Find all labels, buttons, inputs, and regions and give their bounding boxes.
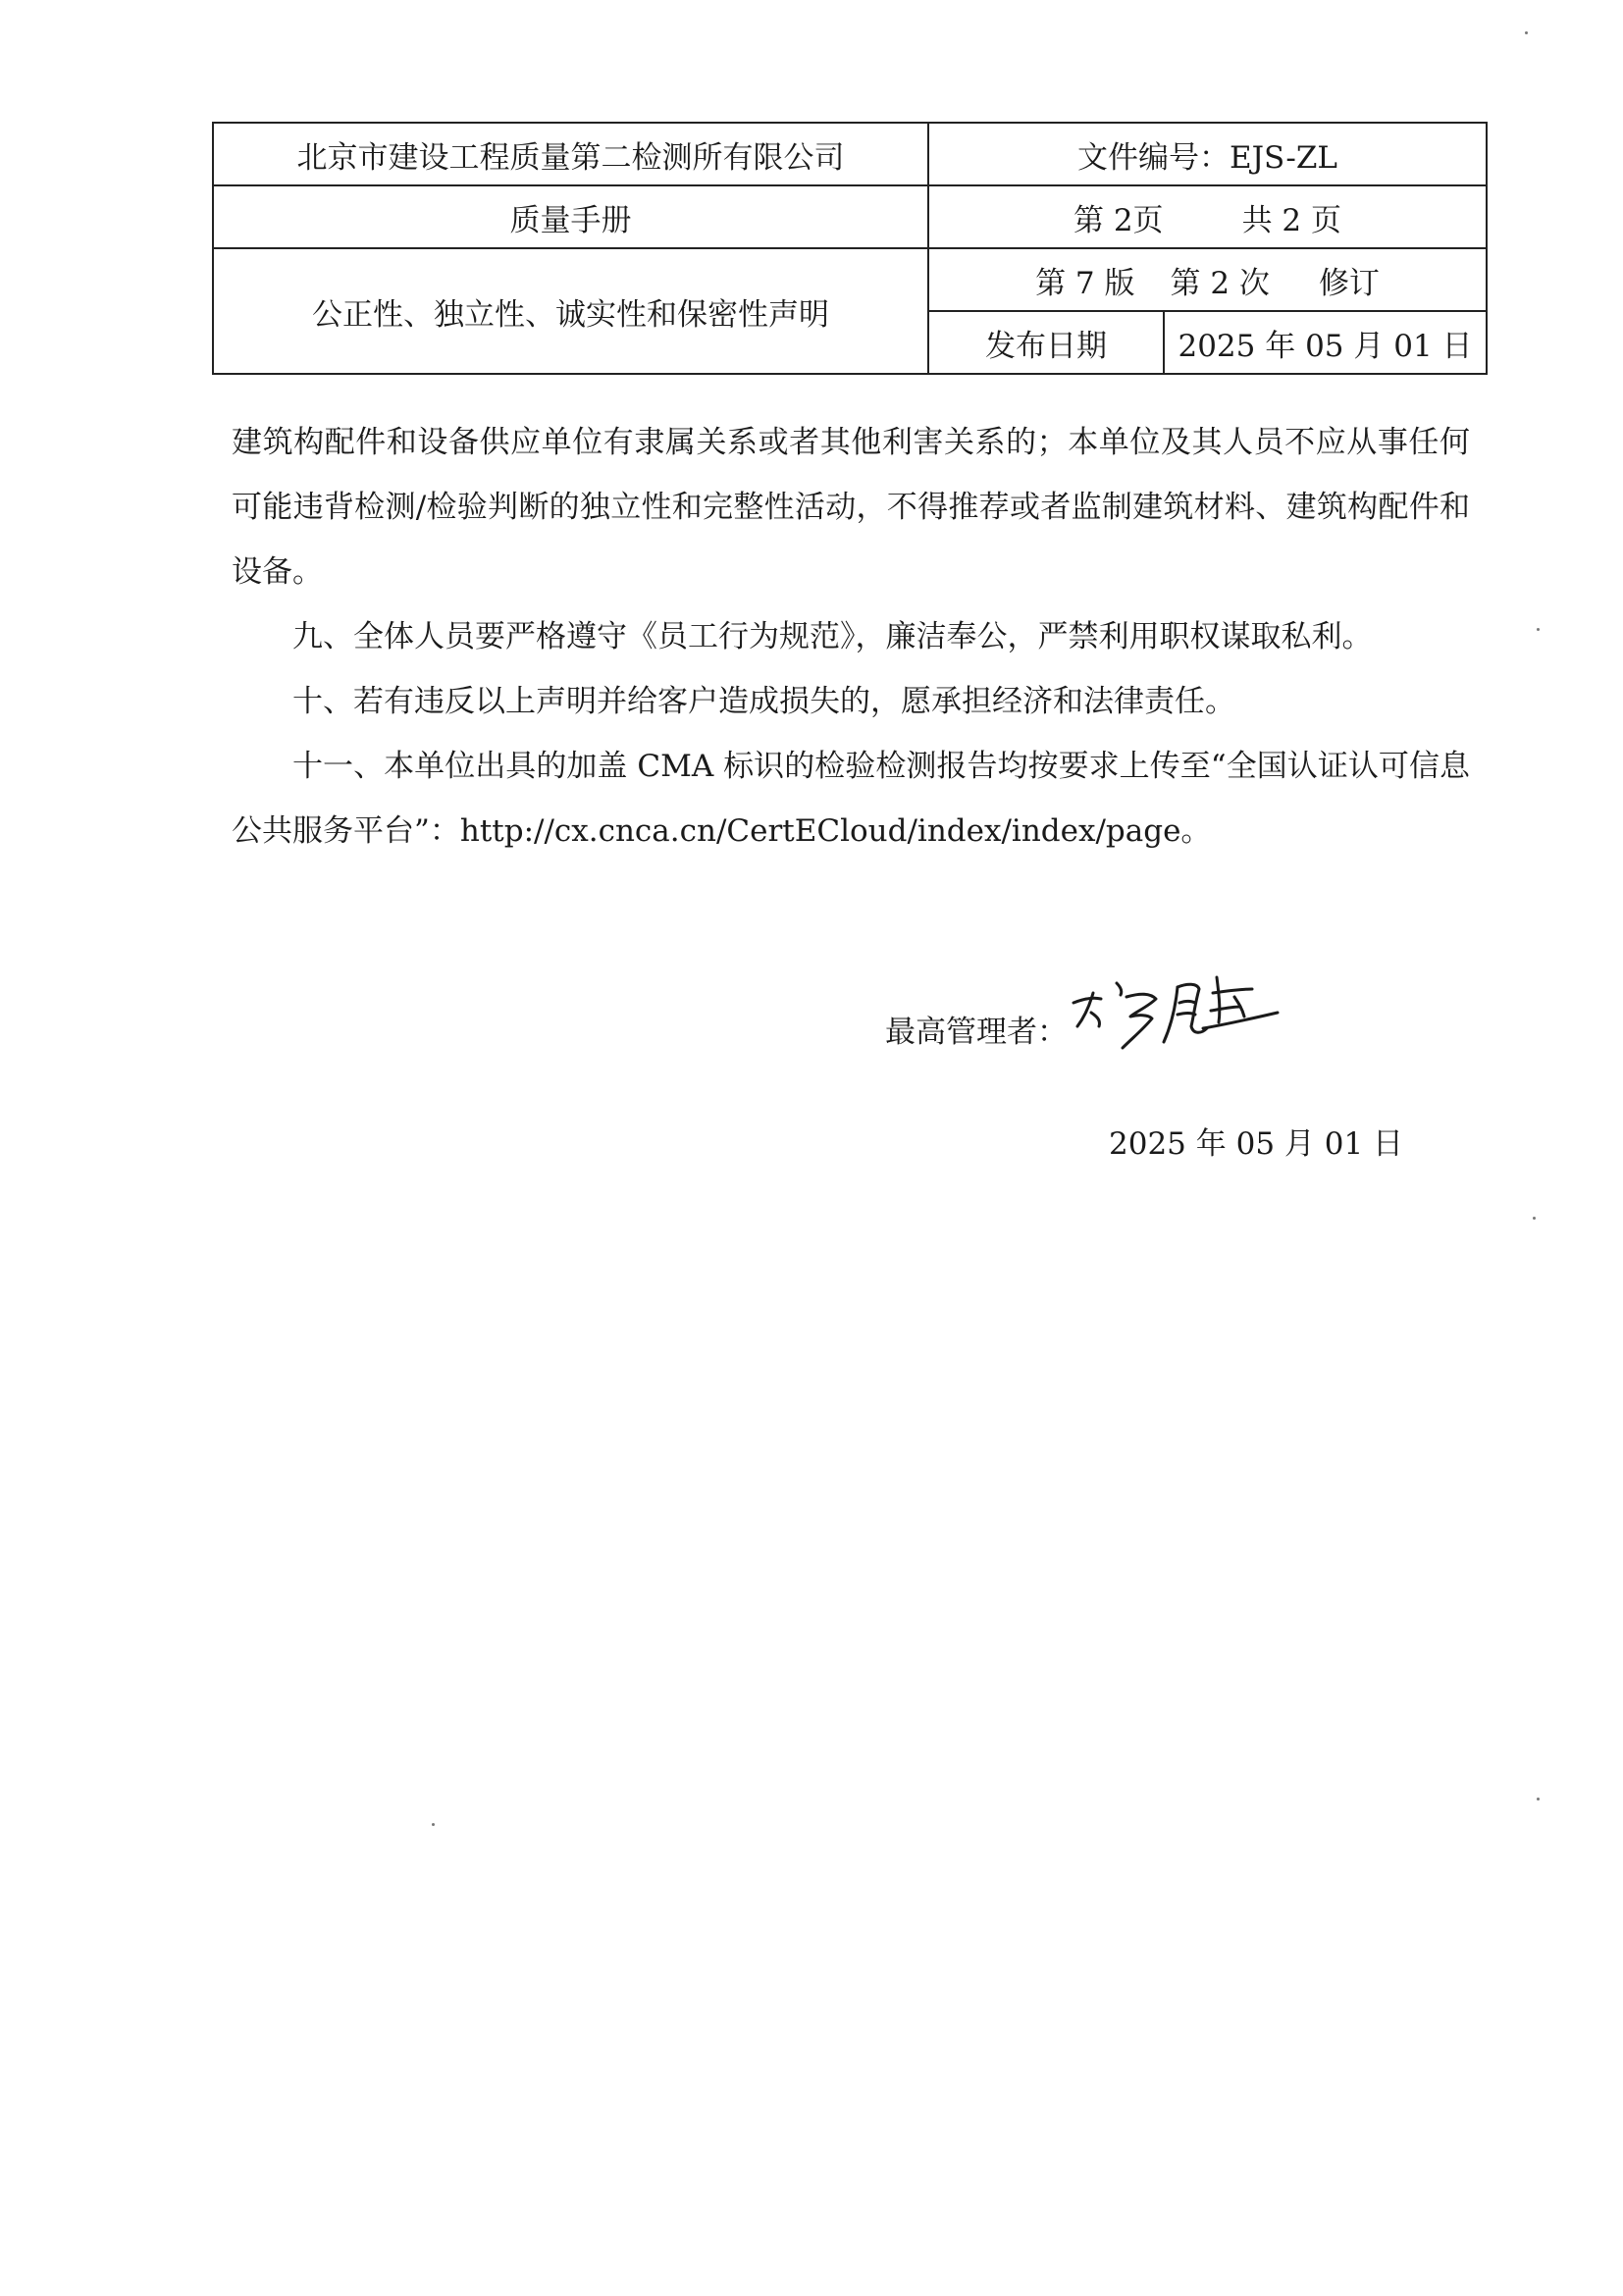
page-current: 第 2页 xyxy=(1073,202,1164,238)
scan-speck xyxy=(1525,31,1528,34)
edition-text: 第 7 版 xyxy=(1035,265,1135,301)
scan-speck xyxy=(432,1823,435,1826)
revision-text: 第 2 次 xyxy=(1170,265,1270,301)
signature-block xyxy=(885,973,1283,1052)
scan-speck xyxy=(1533,1217,1536,1220)
signature-date: 2025 年 05 月 01 日 xyxy=(1109,1126,1404,1162)
statement-body xyxy=(232,410,1470,863)
scan-speck xyxy=(1537,628,1540,631)
scan-speck xyxy=(1537,1798,1540,1800)
document-header-table xyxy=(212,122,1488,375)
paragraph-continued: 建筑构配件和设备供应单位有隶属关系或者其他利害关系的；本单位及其人员不应从事任何可能违背检测/检验判断的独立性和完整性活动，不得推荐或者监制建筑材料、建筑构配件和设备。 xyxy=(232,425,1470,590)
page-number-cell xyxy=(928,185,1487,248)
item-10: 十、若有违反以上声明并给客户造成损失的，愿承担经济和法律责任。 xyxy=(292,684,1235,719)
revision-cell xyxy=(928,248,1487,311)
signature-label: 最高管理者： xyxy=(885,1015,1068,1050)
publish-date-label-cell: 发布日期 xyxy=(928,311,1164,374)
publish-date-cell: 2025 年 05 月 01 日 xyxy=(1164,311,1487,374)
doc-number-cell: 文件编号：EJS-ZL xyxy=(928,123,1487,185)
statement-title-cell: 公正性、独立性、诚实性和保密性声明 xyxy=(213,248,928,374)
item-9: 九、全体人员要严格遵守《员工行为规范》，廉洁奉公，严禁利用职权谋取私利。 xyxy=(292,619,1373,654)
manual-title-cell: 质量手册 xyxy=(213,185,928,248)
page-total: 共 2 页 xyxy=(1241,202,1341,238)
handwritten-signature xyxy=(1070,964,1283,1052)
item-11: 十一、本单位出具的加盖 CMA 标识的检验检测报告均按要求上传至“全国认证认可信息公共服务平台”：http://cx.cnca.cn/CertECloud/index/index/page。 xyxy=(232,749,1470,849)
revise-text: 修订 xyxy=(1318,265,1380,301)
company-name-cell: 北京市建设工程质量第二检测所有限公司 xyxy=(213,123,928,185)
